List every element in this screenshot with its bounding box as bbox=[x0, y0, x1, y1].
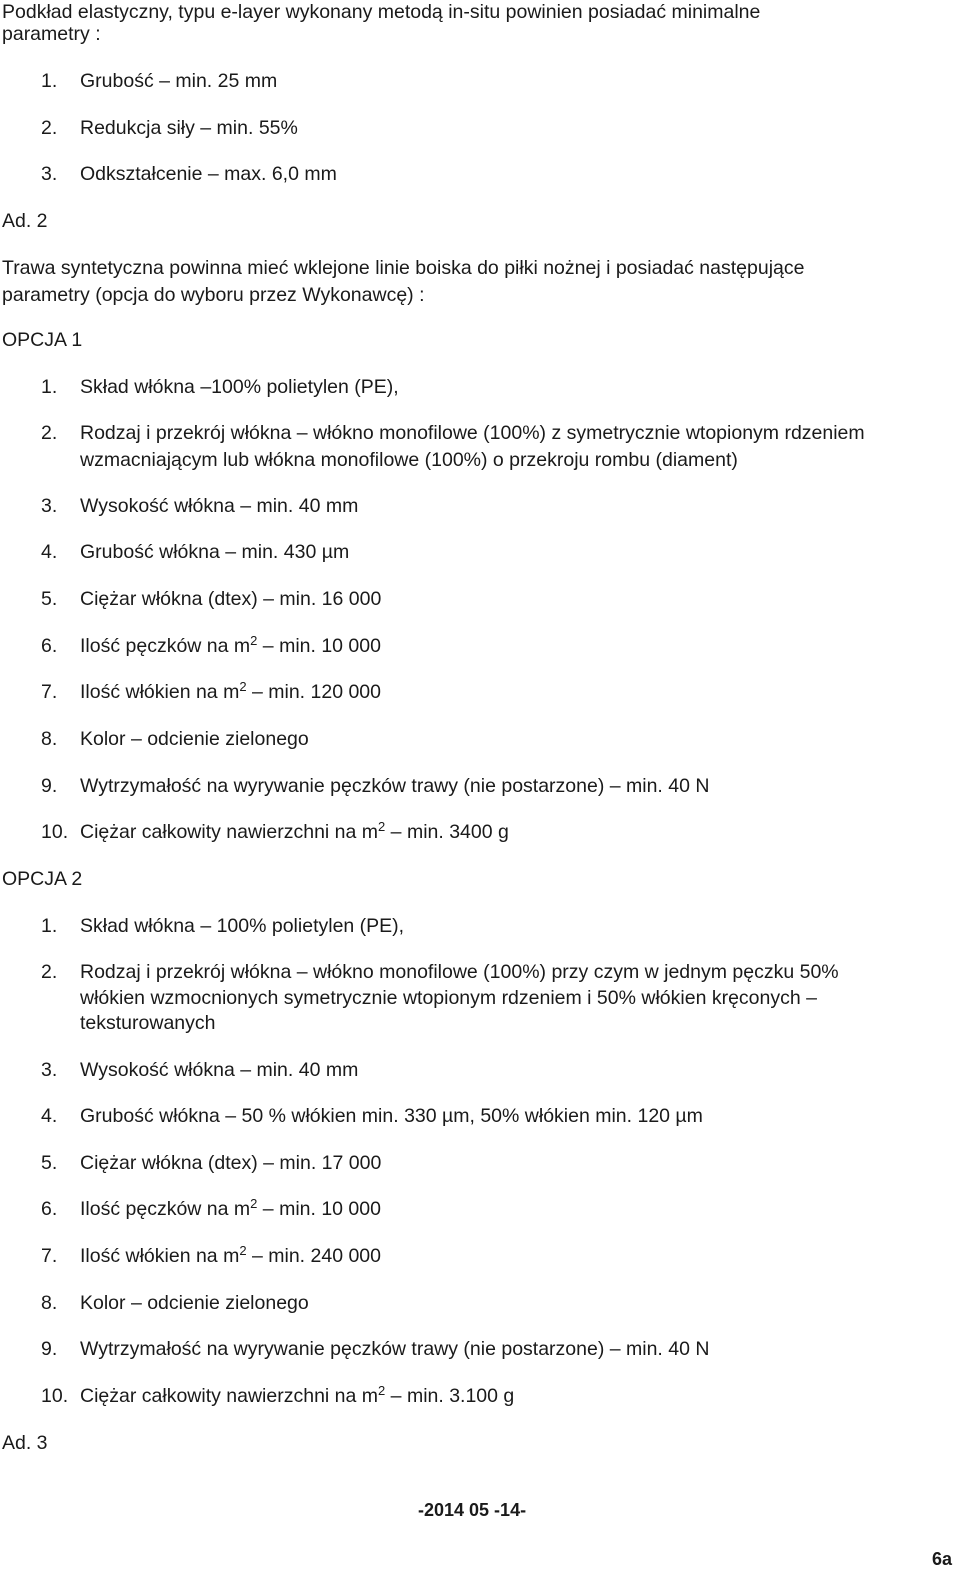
option-2-item-2-line-3: teksturowanych bbox=[80, 1012, 216, 1034]
option-2-item-2-line-2: włókien wzmocnionych symetrycznie wtopionym rdzeniem i 50% włókien kręconych – bbox=[80, 987, 817, 1009]
option-1-heading: OPCJA 1 bbox=[2, 329, 83, 351]
option-1-item-8-number: 8. bbox=[41, 728, 58, 750]
intro-line-2: parametry : bbox=[2, 23, 101, 45]
intro-line-1: Podkład elastyczny, typu e-layer wykonany metodą in-situ powinien posiadać minimalne bbox=[2, 1, 761, 23]
option-2-item-3-text: Wysokość włókna – min. 40 mm bbox=[80, 1059, 359, 1081]
superscript: 2 bbox=[239, 1243, 247, 1258]
section-heading-ad2: Ad. 2 bbox=[2, 210, 48, 232]
intro-item-1-number: 1. bbox=[41, 70, 58, 92]
option-2-item-4-number: 4. bbox=[41, 1105, 58, 1127]
section-heading-ad3: Ad. 3 bbox=[2, 1432, 48, 1454]
option-1-item-9-text: Wytrzymałość na wyrywanie pęczków trawy (nie postarzone) – min. 40 N bbox=[80, 775, 710, 797]
option-1-item-10-text: Ciężar całkowity nawierzchni na $m^2$ – min. 3400 g bbox=[80, 819, 509, 843]
option-1-item-6-text: Ilość pęczków na $m^2$ – min. 10 000 bbox=[80, 633, 381, 657]
option-2-item-10-number: 10. bbox=[41, 1385, 69, 1407]
turf-intro-line-2: parametry (opcja do wyboru przez Wykonawcę) : bbox=[2, 284, 425, 306]
option-2-item-9-number: 9. bbox=[41, 1338, 58, 1360]
option-2-item-1-number: 1. bbox=[41, 915, 58, 937]
option-2-item-7-number: 7. bbox=[41, 1245, 58, 1267]
option-1-item-2-line-1: Rodzaj i przekrój włókna – włókno monofilowe (100%) z symetrycznie wtopionym rdzeniem bbox=[80, 422, 865, 444]
option-1-item-6-number: 6. bbox=[41, 635, 58, 657]
option-1-item-4-text: Grubość włókna – min. 430 µm bbox=[80, 541, 350, 563]
superscript: 2 bbox=[378, 819, 386, 834]
option-2-item-6-number: 6. bbox=[41, 1198, 58, 1220]
intro-item-1-text: Grubość – min. 25 mm bbox=[80, 70, 278, 92]
option-2-item-10-text: Ciężar całkowity nawierzchni na $m^2$ – min. 3.100 g bbox=[80, 1383, 515, 1407]
option-1-item-2-number: 2. bbox=[41, 422, 58, 444]
superscript: 2 bbox=[250, 633, 258, 648]
option-1-item-5-number: 5. bbox=[41, 588, 58, 610]
superscript: 2 bbox=[239, 679, 247, 694]
option-2-item-8-number: 8. bbox=[41, 1292, 58, 1314]
option-1-item-9-number: 9. bbox=[41, 775, 58, 797]
page-number: 6a bbox=[932, 1549, 953, 1569]
option-2-item-2-line-1: Rodzaj i przekrój włókna – włókno monofilowe (100%) przy czym w jednym pęczku 50% bbox=[80, 961, 839, 983]
option-2-heading: OPCJA 2 bbox=[2, 868, 83, 890]
turf-intro-line-1: Trawa syntetyczna powinna mieć wklejone linie boiska do piłki nożnej i posiadać następujące bbox=[2, 257, 805, 279]
option-1-item-1-number: 1. bbox=[41, 376, 58, 398]
option-2-item-3-number: 3. bbox=[41, 1059, 58, 1081]
option-2-item-5-text: Ciężar włókna (dtex) – min. 17 000 bbox=[80, 1152, 382, 1174]
option-2-item-7-text: Ilość włókien na $m^2$ – min. 240 000 bbox=[80, 1243, 381, 1267]
option-1-item-7-number: 7. bbox=[41, 681, 58, 703]
option-2-item-9-text: Wytrzymałość na wyrywanie pęczków trawy (nie postarzone) – min. 40 N bbox=[80, 1338, 710, 1360]
option-2-item-2-number: 2. bbox=[41, 961, 58, 983]
intro-item-2-number: 2. bbox=[41, 117, 58, 139]
option-2-item-4-text: Grubość włókna – 50 % włókien min. 330 µm, 50% włókien min. 120 µm bbox=[80, 1105, 703, 1127]
option-2-item-1-text: Skład włókna – 100% polietylen (PE), bbox=[80, 915, 405, 937]
option-1-item-4-number: 4. bbox=[41, 541, 58, 563]
option-1-item-3-text: Wysokość włókna – min. 40 mm bbox=[80, 495, 359, 517]
intro-item-2-text: Redukcja siły – min. 55% bbox=[80, 117, 298, 139]
option-1-item-5-text: Ciężar włókna (dtex) – min. 16 000 bbox=[80, 588, 382, 610]
option-2-item-8-text: Kolor – odcienie zielonego bbox=[80, 1292, 309, 1314]
option-2-item-5-number: 5. bbox=[41, 1152, 58, 1174]
option-2-item-6-text: Ilość pęczków na $m^2$ – min. 10 000 bbox=[80, 1196, 381, 1220]
option-1-item-3-number: 3. bbox=[41, 495, 58, 517]
option-1-item-7-text: Ilość włókien na $m^2$ – min. 120 000 bbox=[80, 679, 381, 703]
superscript: 2 bbox=[378, 1383, 386, 1398]
intro-item-3-text: Odkształcenie – max. 6,0 mm bbox=[80, 163, 337, 185]
intro-item-3-number: 3. bbox=[41, 163, 58, 185]
option-1-item-8-text: Kolor – odcienie zielonego bbox=[80, 728, 309, 750]
option-1-item-2-line-2: wzmacniającym lub włókna monofilowe (100%) o przekroju rombu (diament) bbox=[80, 449, 738, 471]
option-1-item-1-text: Skład włókna –100% polietylen (PE), bbox=[80, 376, 399, 398]
superscript: 2 bbox=[250, 1196, 258, 1211]
footer-date: -2014 05 -14- bbox=[418, 1500, 527, 1520]
option-1-item-10-number: 10. bbox=[41, 821, 69, 843]
